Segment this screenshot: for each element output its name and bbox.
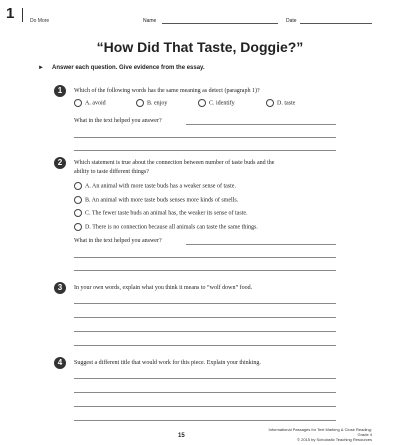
radio-icon[interactable]	[74, 196, 82, 204]
question-4-number: 4	[54, 357, 66, 369]
question-2-text-line-2: ability to taste different things?	[74, 169, 149, 175]
question-2-number: 2	[54, 157, 66, 169]
q1-answer-line[interactable]	[186, 124, 336, 125]
q4-answer-line[interactable]	[74, 406, 336, 407]
q4-answer-line[interactable]	[74, 378, 336, 379]
q1-answer-line[interactable]	[74, 150, 336, 151]
q3-answer-line[interactable]	[74, 317, 336, 318]
radio-icon[interactable]	[136, 99, 144, 107]
q2-answer-line[interactable]	[74, 257, 336, 258]
question-1-number: 1	[54, 85, 66, 97]
q1-choice-d[interactable]: D. taste	[266, 99, 295, 107]
q4-answer-line[interactable]	[74, 392, 336, 393]
footer-page-number: 15	[178, 433, 185, 439]
q2-choice-c[interactable]: C. The fewer taste buds an animal has, the weaker its sense of taste.	[74, 209, 248, 217]
q3-answer-line[interactable]	[74, 331, 336, 332]
radio-icon[interactable]	[266, 99, 274, 107]
q1-choice-b[interactable]: B. enjoy	[136, 99, 167, 107]
page-header	[0, 0, 400, 26]
q2-answer-line[interactable]	[74, 270, 336, 271]
q1-choice-c[interactable]: C. identify	[198, 99, 235, 107]
q3-answer-line[interactable]	[74, 303, 336, 304]
q3-answer-line[interactable]	[74, 345, 336, 346]
radio-icon[interactable]	[74, 182, 82, 190]
q1-answer-line[interactable]	[74, 137, 336, 138]
q2-choice-a[interactable]: A. An animal with more taste buds has a weaker sense of taste.	[74, 182, 236, 190]
q2-choice-d[interactable]: D. There is no connection because all animals can taste the same things.	[74, 223, 258, 231]
page-title: “How Did That Taste, Doggie?”	[96, 39, 304, 55]
radio-icon[interactable]	[198, 99, 206, 107]
date-label: Date	[286, 18, 297, 24]
date-field[interactable]	[300, 23, 372, 24]
question-3-number: 3	[54, 282, 66, 294]
bullet-arrow-icon: ►	[38, 65, 44, 71]
question-4-text: Suggest a different title that would work for this piece. Explain your thinking.	[74, 360, 261, 366]
q2-choice-b[interactable]: B. An animal with more taste buds senses more kinds of smells.	[74, 196, 238, 204]
footer-credit-line-2: © 2015 by Scholastic Teaching Resources	[297, 437, 372, 442]
radio-icon[interactable]	[74, 223, 82, 231]
radio-icon[interactable]	[74, 99, 82, 107]
footer-credit-line-1: Informational Passages for Text Marking & Close Reading: Grade 4	[268, 427, 372, 437]
q4-answer-line[interactable]	[74, 420, 336, 421]
q2-evidence-label: What in the text helped you answer?	[74, 238, 162, 244]
q1-evidence-label: What in the text helped you answer?	[74, 118, 162, 124]
footer-credit	[268, 427, 372, 442]
question-3-text: In your own words, explain what you think it means to “wolf down” food.	[74, 285, 253, 291]
question-2-text-line-1: Which statement is true about the connection between number of taste buds and the	[74, 160, 275, 166]
q2-answer-line[interactable]	[186, 244, 336, 245]
page-number: 1	[6, 5, 15, 22]
header-divider	[22, 8, 23, 22]
section-label: Do More	[30, 18, 50, 24]
instructions: Answer each question. Give evidence from the essay.	[52, 65, 205, 71]
name-field[interactable]	[162, 23, 278, 24]
name-label: Name	[143, 18, 157, 24]
q1-choice-a[interactable]: A. avoid	[74, 99, 106, 107]
radio-icon[interactable]	[74, 209, 82, 217]
question-1-text: Which of the following words has the same meaning as detect (paragraph 1)?	[74, 88, 260, 94]
